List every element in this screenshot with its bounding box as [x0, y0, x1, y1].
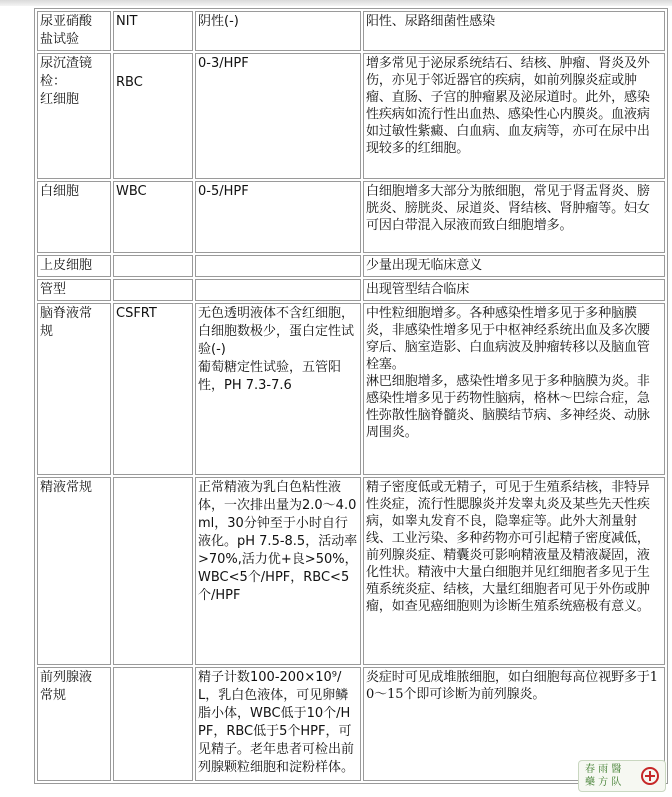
normal-value: 精子计数100-200×10⁹/L，乳白色液体，可见卵鳞脂小体，WBC低于10个/HPF，RBC低于5个HPF，可见精子。老年患者可检出前列腺颗粒细胞和淀粉样体。 [195, 667, 361, 781]
watermark-line-1: 春 雨 醫 [585, 764, 622, 775]
normal-value [195, 279, 361, 301]
item-name: 前列腺液 常规 [37, 667, 111, 781]
item-name: 尿沉渣镜 检： 红细胞 [37, 53, 111, 179]
site-watermark-logo [578, 760, 666, 792]
normal-value: 无色透明液体不含红细胞，白细胞数极少，蛋白定性试验(-) 葡萄糖定性试验，五管阳性，PH 7.3-7.6 [195, 303, 361, 475]
watermark-line-2: 藥 方 队 [585, 777, 622, 788]
clinical-significance: 白细胞增多大部分为脓细胞，常见于肾盂肾炎、膀胱炎、膀胱炎、尿道炎、肾结核、肾肿瘤等。妇女可因白带混入尿液而致白细胞增多。 [363, 181, 665, 253]
table-row [37, 477, 665, 665]
medical-cross-icon [641, 767, 659, 785]
table-row [37, 667, 665, 781]
item-code: CSFRT [113, 303, 193, 475]
item-name: 脑脊液常 规 [37, 303, 111, 475]
normal-value: 正常精液为乳白色粘性液体，一次排出量为2.0～4.0ml，30分钟至于小时自行液化。pH 7.5-8.5，活动率>70%,活力优+良>50%，WBC<5个/HPF，RBC<5个/HPF [195, 477, 361, 665]
table-row [37, 53, 665, 179]
item-name: 尿亚硝酸 盐试验 [37, 11, 111, 51]
table-row [37, 181, 665, 253]
clinical-significance: 少量出现无临床意义 [363, 255, 665, 277]
normal-value: 0-5/HPF [195, 181, 361, 253]
table-row [37, 11, 665, 51]
item-name: 精液常规 [37, 477, 111, 665]
clinical-significance: 增多常见于泌尿系统结石、结核、肿瘤、肾炎及外伤，亦见于邻近器官的疾病，如前列腺炎症或肿瘤、直肠、子宫的肿瘤累及泌尿道时。此外，感染性疾病如流行性出血热、感染性心内膜炎。血液病如过敏性紫癜、白血病、血友病等，亦可在尿中出现较多的红细胞。 [363, 53, 665, 179]
item-code [113, 255, 193, 277]
item-code: WBC [113, 181, 193, 253]
top-strip [0, 0, 672, 6]
table-row [37, 255, 665, 277]
item-name: 管型 [37, 279, 111, 301]
item-name: 上皮细胞 [37, 255, 111, 277]
item-code [113, 477, 193, 665]
item-code [113, 279, 193, 301]
clinical-significance: 中性粒细胞增多。各种感染性增多见于多种脑膜炎，非感染性增多见于中枢神经系统出血及多次腰穿后、脑室造影、白血病波及肿瘤转移以及脑血管栓塞。 淋巴细胞增多，感染性增多见于多种脑膜为炎。非感染性增多见于药物性脑病，格林～巴综合症，急性弥散性脑脊髓炎、脑膜结节病、多神经炎、动脉周围炎。 [363, 303, 665, 475]
item-name: 白细胞 [37, 181, 111, 253]
normal-value: 阴性(-) [195, 11, 361, 51]
clinical-significance: 阳性、尿路细菌性感染 [363, 11, 665, 51]
clinical-significance: 精子密度低或无精子，可见于生殖系结核，非特异性炎症，流行性腮腺炎并发睾丸炎及某些先天性疾病，如睾丸发育不良，隐睾症等。此外大剂量射线、工业污染、多种药物亦可引起精子密度减低，前列腺炎症、精囊炎可影响精液量及精液凝固，液化性状。精液中大量白细胞并见红细胞者多见于生殖系统炎症、结核，大量红细胞者可见于外伤或肿瘤，如查见癌细胞则为诊断生殖系统癌极有意义。 [363, 477, 665, 665]
clinical-significance: 出现管型结合临床 [363, 279, 665, 301]
item-code [113, 667, 193, 781]
clinical-significance: 炎症时可见成堆脓细胞，如白细胞每高位视野多于10～15个即可诊断为前列腺炎。 [363, 667, 665, 781]
normal-value [195, 255, 361, 277]
table-row [37, 279, 665, 301]
table-row [37, 303, 665, 475]
lab-reference-table [34, 8, 668, 784]
item-code: NIT [113, 11, 193, 51]
normal-value: 0-3/HPF [195, 53, 361, 179]
item-code: RBC [113, 53, 193, 179]
